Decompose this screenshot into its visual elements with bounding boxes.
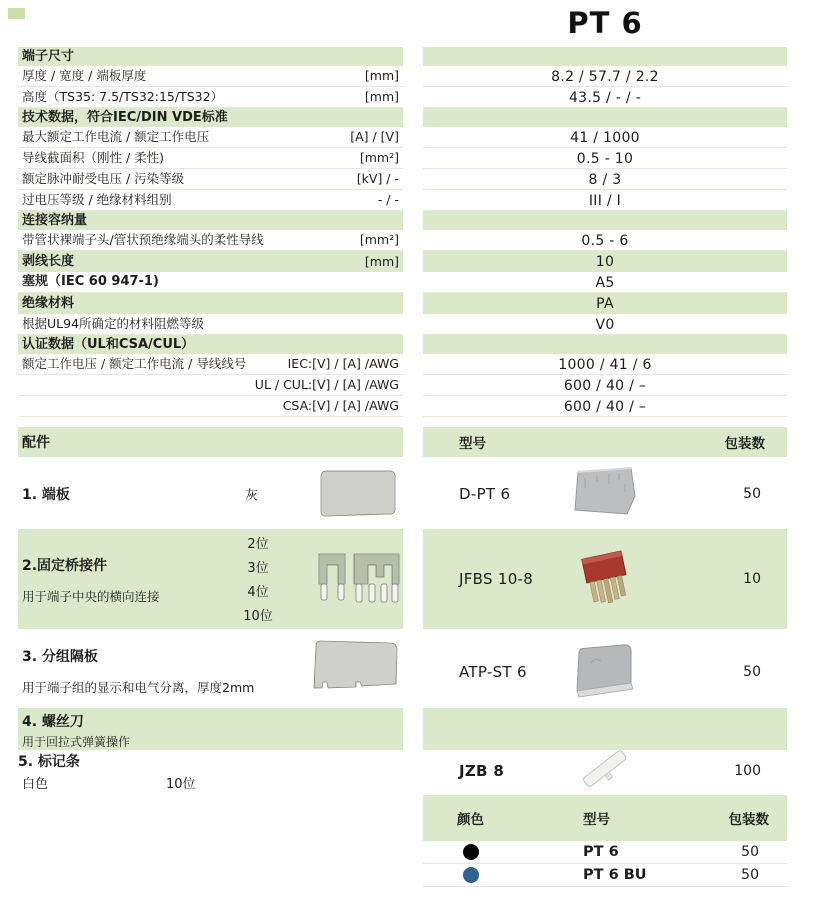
spec-value: III / I — [588, 193, 622, 209]
spec-row — [18, 127, 798, 148]
col-color-label: 颜色 — [457, 812, 484, 828]
accessory-model: ATP-ST 6 — [459, 662, 527, 681]
spec-unit: CSA:[V] / [A] /AWG — [282, 398, 399, 413]
spec-value: 41 / 1000 — [570, 130, 640, 146]
partition-plate-sketch-icon — [310, 638, 400, 702]
variant-qty: 50 — [741, 867, 759, 883]
spec-label: 最大额定工作电流 / 额定工作电压 — [22, 129, 210, 144]
accessory-name: 3. 分组隔板 — [22, 649, 98, 665]
accessory-row — [18, 708, 798, 750]
spec-section-header — [18, 47, 798, 66]
accessory-model: D-PT 6 — [459, 485, 511, 503]
spec-value: 0.5 - 10 — [576, 151, 634, 167]
spec-value: 8 / 3 — [588, 172, 622, 188]
spec-section-header — [18, 335, 798, 354]
variant-qty: 50 — [741, 844, 759, 860]
spec-section-header — [18, 108, 798, 127]
spec-row — [18, 148, 798, 169]
variant-model: PT 6 BU — [583, 867, 647, 883]
accessory-desc: 用于端子中央的横向连接 — [22, 589, 160, 604]
section-title: 认证数据（UL和CSA/CUL） — [22, 337, 195, 352]
spec-row-green — [18, 251, 798, 272]
spec-value: 43.5 / - / - — [568, 90, 642, 106]
spec-unit: [A] / [V] — [350, 129, 399, 144]
spec-row-green — [18, 293, 798, 314]
page-corner-mark — [8, 8, 25, 19]
spec-unit: [kV] / - — [356, 171, 399, 186]
red-bridge-photo-icon — [570, 533, 640, 625]
spec-row — [18, 169, 798, 190]
spec-row — [18, 375, 798, 396]
accessory-qty: 50 — [743, 486, 761, 502]
accessory-color-label: 白色 — [22, 777, 49, 792]
spec-label: 厚度 / 宽度 / 端板厚度 — [22, 68, 147, 83]
bridge-option-2: 2位 — [247, 537, 269, 552]
spec-value: 0.5 - 6 — [581, 233, 629, 249]
spec-row — [18, 230, 798, 251]
accessory-model: JFBS 10-8 — [459, 570, 534, 588]
spec-label: 塞规（IEC 60 947-1) — [22, 274, 159, 289]
variants-header — [423, 795, 787, 841]
accessory-qty: 100 — [734, 763, 761, 779]
spec-label: 剥线长度 — [22, 253, 75, 269]
gray-end-plate-photo-icon — [567, 464, 643, 524]
spec-unit: [mm²] — [359, 150, 399, 165]
spec-row — [18, 396, 798, 417]
accessory-size-label: 10位 — [166, 777, 196, 792]
spec-value: 8.2 / 57.7 / 2.2 — [551, 69, 659, 85]
spec-label: 根据UL94所确定的材料阻燃等级 — [22, 316, 205, 331]
spec-label: 额定工作电压 / 额定工作电流 / 导线线号 — [22, 356, 247, 371]
spec-unit: [mm] — [364, 68, 399, 83]
bridge-option — [223, 533, 293, 629]
spec-section-header — [18, 211, 798, 230]
variants-table — [423, 795, 787, 887]
datasheet-body — [18, 47, 798, 887]
bridge-connector-sketch-icon — [318, 551, 400, 617]
accessory-qty: 50 — [743, 663, 761, 680]
bridge-option-3: 3位 — [247, 561, 269, 576]
spec-label: 带管状裸端子头/管状预绝缘端头的柔性导线 — [22, 232, 264, 247]
section-title: 连接容纳量 — [22, 213, 88, 228]
page-title: PT 6 — [567, 6, 643, 40]
marker-strip-photo-icon — [575, 748, 635, 794]
color-dot-blue-icon — [463, 867, 479, 883]
spec-row — [18, 314, 798, 335]
spec-label: 绝缘材料 — [22, 295, 75, 311]
accessory-qty: 10 — [743, 571, 761, 587]
col-qty-label: 包装数 — [724, 436, 765, 452]
spec-row — [18, 190, 798, 211]
bridge-option-4: 4位 — [247, 585, 269, 600]
section-title: 技术数据，符合IEC/DIN VDE标准 — [22, 110, 228, 125]
accessory-name: 2.固定桥接件 — [22, 558, 108, 574]
col-model-label: 型号 — [583, 812, 610, 828]
accessory-model: JZB 8 — [459, 762, 505, 780]
spec-unit: [mm] — [364, 253, 399, 269]
spec-value: 600 / 40 / – — [563, 378, 647, 394]
accessory-row — [18, 638, 798, 705]
accessory-name: 5. 标记条 — [18, 754, 80, 770]
variant-model: PT 6 — [583, 844, 619, 860]
accessory-row — [18, 529, 798, 629]
accessory-desc: 用于回拉式弹簧操作 — [22, 735, 131, 749]
spec-label: 过电压等级 / 绝缘材料组别 — [22, 192, 172, 207]
gray-partition-photo-icon — [565, 639, 645, 705]
spec-label: 导线截面积（刚性 / 柔性) — [22, 150, 165, 165]
spec-unit: IEC:[V] / [A] /AWG — [287, 356, 399, 371]
accessory-desc: 用于端子组的显示和电气分离，厚度2mm — [22, 680, 255, 695]
empty-green-block — [423, 708, 787, 750]
spec-row — [18, 66, 798, 87]
end-plate-sketch-icon — [318, 467, 400, 525]
accessory-row — [18, 463, 798, 525]
accessory-color-label: 灰 — [245, 488, 259, 504]
accessory-row — [18, 750, 798, 792]
accessories-title: 配件 — [22, 435, 50, 451]
accessories-header — [18, 427, 798, 457]
spec-value: PA — [596, 296, 614, 312]
spec-value: V0 — [595, 317, 615, 333]
spec-label: 高度（TS35: 7.5/TS32:15/TS32） — [22, 89, 224, 104]
variant-row — [423, 864, 787, 887]
spec-row — [18, 354, 798, 375]
accessory-name: 1. 端板 — [22, 487, 70, 503]
spec-unit: UL / CUL:[V] / [A] /AWG — [254, 377, 399, 392]
spec-value: 1000 / 41 / 6 — [558, 357, 652, 373]
col-model-label: 型号 — [459, 436, 486, 452]
spec-row — [18, 272, 798, 293]
accessory-name: 4. 螺丝刀 — [22, 714, 84, 730]
color-dot-black-icon — [463, 844, 479, 860]
spec-value: 10 — [595, 254, 615, 270]
spec-value: A5 — [595, 275, 615, 291]
spec-unit: [mm] — [364, 89, 399, 104]
spec-row — [18, 87, 798, 108]
spec-value: 600 / 40 / – — [563, 399, 647, 415]
variant-row — [423, 841, 787, 864]
spec-label: 额定脉冲耐受电压 / 污染等级 — [22, 171, 185, 186]
col-qty-label: 包装数 — [728, 812, 769, 828]
section-title: 端子尺寸 — [22, 49, 75, 64]
spec-unit: [mm²] — [359, 232, 399, 247]
spec-unit: - / - — [377, 192, 399, 207]
bridge-option-10: 10位 — [243, 609, 273, 624]
